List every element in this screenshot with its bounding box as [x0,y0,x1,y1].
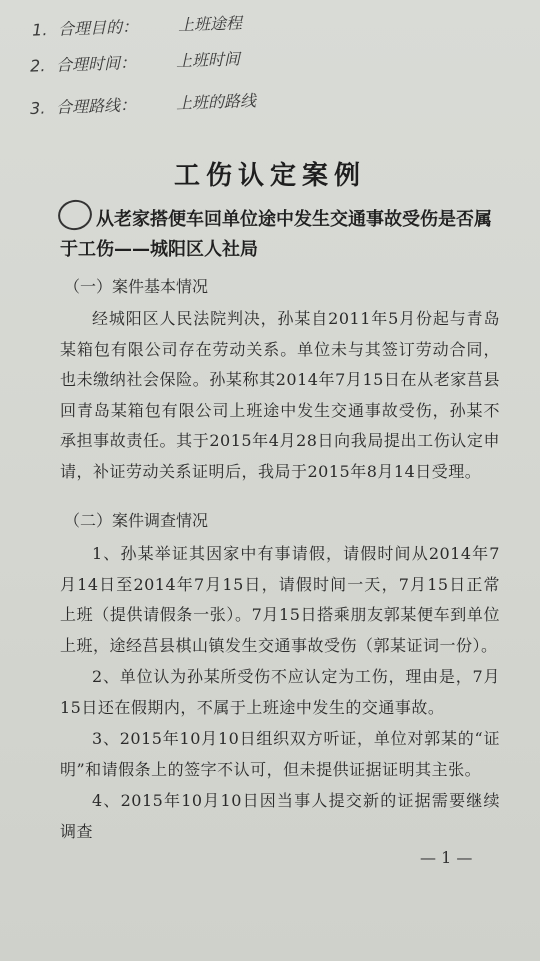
investigation-item-4: 4、2015年10月10日因当事人提交新的证据需要继续调查 [60,791,500,841]
investigation-item-2: 2、单位认为孙某所受伤不应认定为工伤，理由是，7月15日还在假期内，不属于上班途中发生的交通事故。 [60,667,500,717]
document-title: 工伤认定案例 [173,161,366,191]
case-title: 从老家搭便车回单位途中发生交通事故受伤是否属于工伤——城阳区人社局 [60,209,492,260]
handwritten-note-3 [30,88,257,119]
note-number: 2. [29,56,46,76]
note-label: 合理路线： [55,95,137,118]
note-value: 上班的路线 [175,91,257,113]
note-value: 上班途程 [177,13,243,35]
investigation-item-3: 3、2015年10月10日组织双方听证，单位对郭某的“证明”和请假条上的签字不认可，但未提供证据证明其主张。 [60,729,500,779]
section1-paragraph: 经城阳区人民法院判决，孙某自2011年5月份起与青岛某箱包有限公司存在劳动关系。单位未与其签订劳动合同，也未缴纳社会保险。孙某称其2014年7月15日在从老家莒县回青岛某箱包有限公司上班途中发生交通事故受伤，孙某不承担事故责任。其于2015年4月28日向我局提出工伤认定申请，补证劳动关系证明后，我局于2015年8月14日受理。 [60,309,500,481]
page-number: — 1 — [420,848,473,867]
handwritten-note-1 [32,10,243,40]
note-label: 合理时间： [55,52,137,75]
note-value: 上班时间 [175,49,241,71]
note-number: 1. [31,20,48,40]
note-number: 3. [29,98,46,118]
note-label: 合理目的： [57,16,139,39]
section-heading-2: （二）案件调查情况 [64,511,209,530]
handwritten-note-2 [30,46,241,76]
section-heading-1: （一）案件基本情况 [64,277,209,296]
investigation-item-1: 1、孙某举证其因家中有事请假，请假时间从2014年7月14日至2014年7月15日，请假时间一天，7月15日正常上班（提供请假条一张）。7月15日搭乘朋友郭某便车到单位上班，途经莒县棋山镇发生交通事故受伤（郭某证词一份）。 [60,544,500,655]
